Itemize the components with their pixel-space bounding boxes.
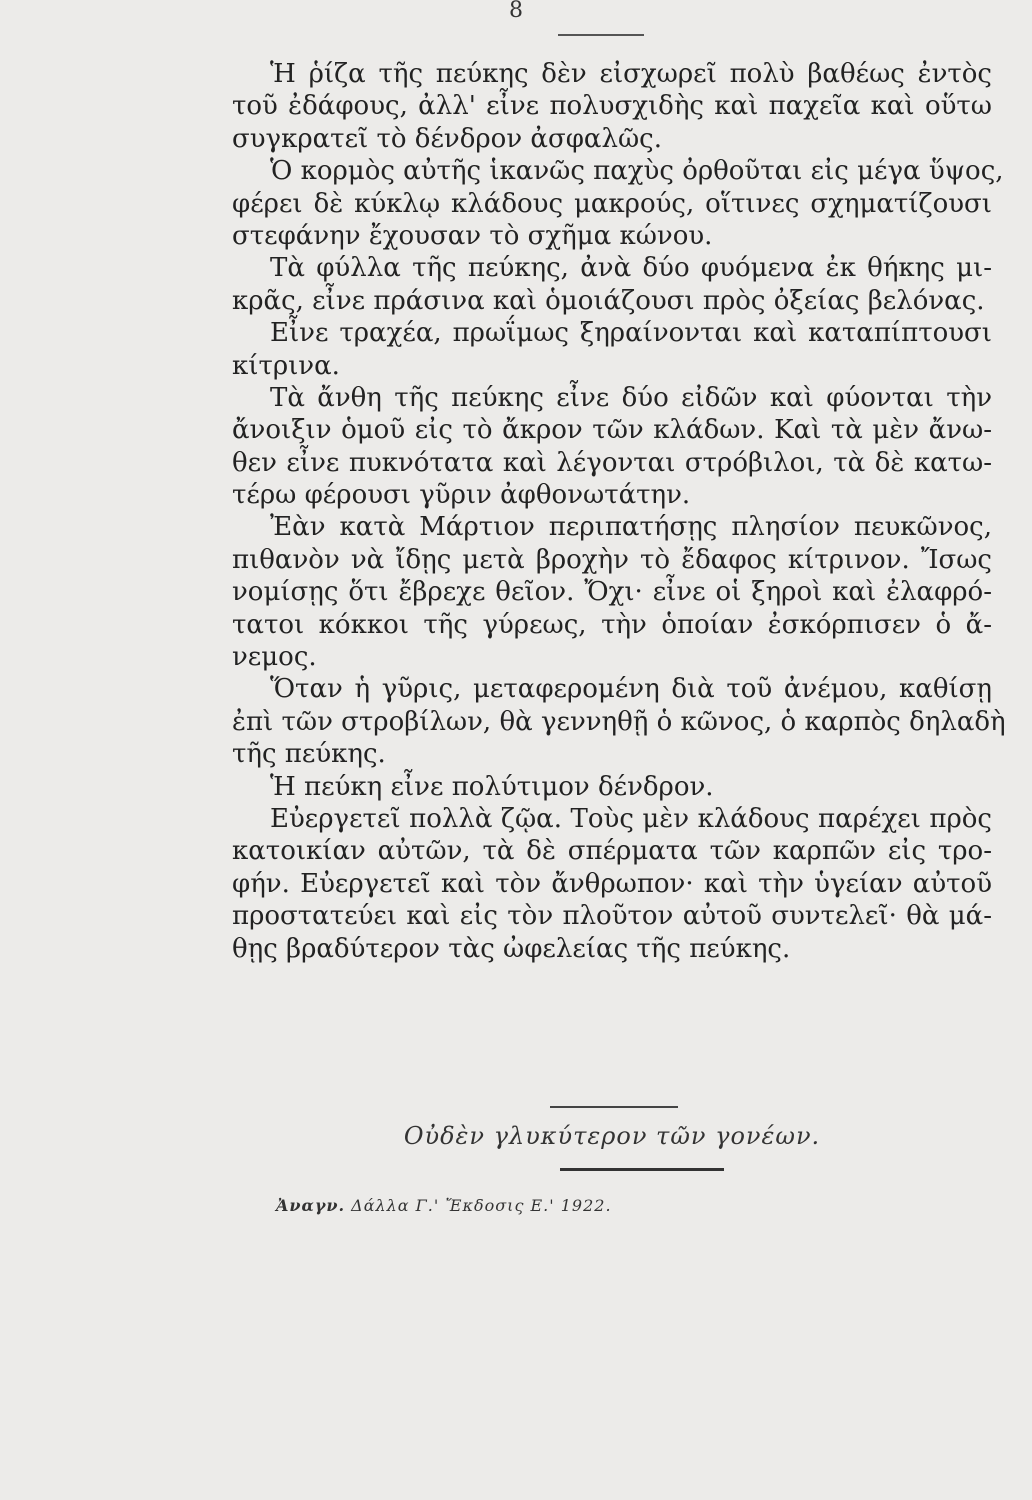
text-line: Εἶνε τραχέα, πρωΐμως ξηραίνονται καὶ καταπίπτουσι [270,318,992,349]
text-line: Ἐὰν κατὰ Μάρτιον περιπατήσῃς πλησίον πευκῶνος, [270,512,992,543]
page-number: 8 [509,0,523,23]
text-line: Ἡ πεύκη εἶνε πολύτιμον δένδρον. [270,771,714,802]
text-line: Ἡ ῥίζα τῆς πεύκης δὲν εἰσχωρεῖ πολὺ βαθέως ἐντὸς [270,59,992,89]
text-line: τῆς πεύκης. [232,739,386,770]
text-line: ἐπὶ τῶν στροβίλων, θὰ γεννηθῇ ὁ κῶνος, ὁ καρπὸς δηλαδὴ [232,706,1006,737]
top-rule [558,34,644,36]
separator-rule [550,1106,678,1108]
text-line: Ὅταν ἡ γῦρις, μεταφερομένη διὰ τοῦ ἀνέμου, καθίσῃ [270,674,992,705]
text-line: φήν. Εὐεργετεῖ καὶ τὸν ἄνθρωπον· καὶ τὴν ὑγείαν αὐτοῦ [232,868,992,899]
footer-abbrev: Ἀναγν. [276,1196,346,1215]
text-line: προστατεύει καὶ εἰς τὸν πλοῦτον αὐτοῦ συντελεῖ· θὰ μά- [232,901,992,932]
text-line: Ὁ κορμὸς αὐτῆς ἱκανῶς παχὺς ὀρθοῦται εἰς μέγα ὕψος, [270,156,1004,187]
text-line: τέρω φέρουσι γῦριν ἀφθονωτάτην. [232,480,691,511]
text-line: κατοικίαν αὐτῶν, τὰ δὲ σπέρματα τῶν καρπῶν εἰς τρο- [232,836,992,867]
text-line: κίτρινα. [232,350,340,381]
text-line: ἄνοιξιν ὁμοῦ εἰς τὸ ἄκρον τῶν κλάδων. Καὶ τὰ μὲν ἄνω- [232,415,992,446]
text-line: νομίσῃς ὅτι ἔβρεχε θεῖον. Ὄχι· εἶνε οἱ ξηροὶ καὶ ἐλαφρό- [232,577,992,608]
text-line: Τὰ φύλλα τῆς πεύκης, ἀνὰ δύο φυόμενα ἐκ θήκης μι- [270,253,992,284]
body-text [232,58,1006,965]
text-line: νεμος. [232,642,317,673]
text-line: πιθανὸν νὰ ἴδῃς μετὰ βροχὴν τὸ ἔδαφος κίτρινον. Ἴσως [232,544,992,575]
text-line: στεφάνην ἔχουσαν τὸ σχῆμα κώνου. [232,220,713,251]
proverb: Οὐδὲν γλυκύτερον τῶν γονέων. [403,1122,821,1150]
text-line: φέρει δὲ κύκλῳ κλάδους μακρούς, οἵτινες σχηματίζουσι [232,188,992,219]
text-line: συγκρατεῖ τὸ δένδρον ἀσφαλῶς. [232,123,662,154]
text-line: θεν εἶνε πυκνότατα καὶ λέγονται στρόβιλοι, τὰ δὲ κατω- [232,447,992,478]
text-line: τατοι κόκκοι τῆς γύρεως, τὴν ὁποίαν ἐσκόρπισεν ὁ ἄ- [232,609,992,640]
footer-edition: Δάλλα Γ.' Ἔκδοσις Ε.' 1922. [345,1196,612,1215]
text-line: Τὰ ἄνθη τῆς πεύκης εἶνε δύο εἰδῶν καὶ φύονται τὴν [270,382,992,413]
separator-rule-bottom [560,1168,724,1171]
text-line: κρᾶς, εἶνε πράσινα καὶ ὁμοιάζουσι πρὸς ὀξείας βελόνας. [232,285,985,316]
footer-citation [276,1196,612,1215]
text-line: τοῦ ἐδάφους, ἀλλ' εἶνε πολυσχιδὴς καὶ παχεῖα καὶ οὕτω [232,91,992,122]
text-line: θῃς βραδύτερον τὰς ὠφελείας τῆς πεύκης. [232,933,791,964]
text-line: Εὐεργετεῖ πολλὰ ζῷα. Τοὺς μὲν κλάδους παρέχει πρὸς [270,803,992,834]
